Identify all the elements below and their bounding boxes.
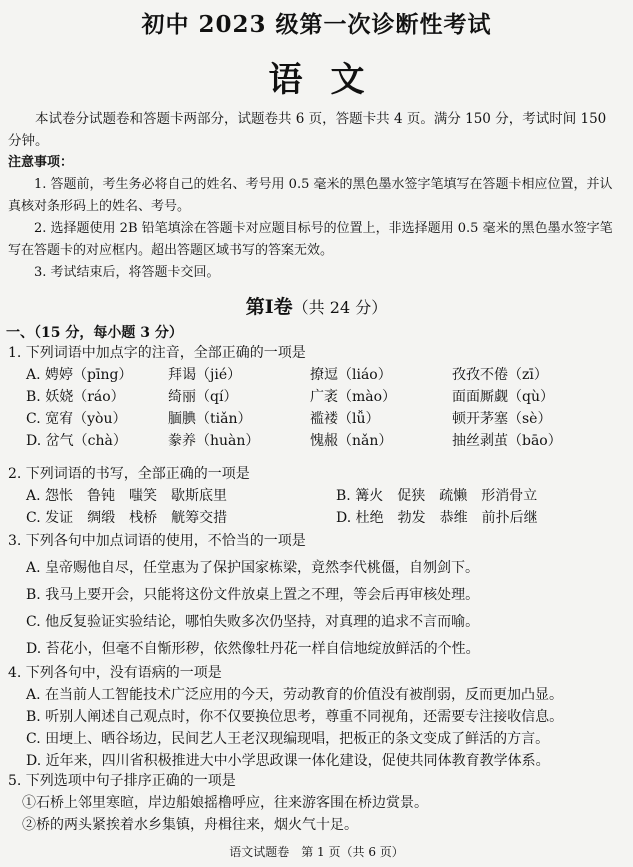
option-cell: A. 怨怅 鲁钝 嗤笑 歇斯底里 xyxy=(26,488,228,504)
option-d: D. 苔花小，但毫不自惭形秽，依然像牡丹花一样自信地绽放鲜活的个性。 xyxy=(26,641,480,657)
option-b: B. 听别人阐述自己观点时，你不仅要换位思考，尊重不同视角，还需要专注接收信息。 xyxy=(26,709,564,725)
option-cell: 孜孜不倦（zī） xyxy=(452,367,548,383)
sequence-item-2: ②桥的两头紧挨着水乡集镇，舟楫往来，烟火气十足。 xyxy=(22,817,358,833)
question-stem: 3. 下列各句中加点词语的使用，不恰当的一项是 xyxy=(8,533,306,549)
option-cell: 面面厮觑（qù） xyxy=(452,389,554,405)
sequence-item-1: ①石桥上邻里寒暄，岸边船娘摇橹呼应，往来游客围在桥边赏景。 xyxy=(22,795,428,811)
option-cell: 愧赧（nǎn） xyxy=(310,433,393,449)
option-cell: 褴褛（lǚ） xyxy=(310,411,380,427)
question-1 xyxy=(8,342,602,452)
intro-paragraph: 本试卷分试题卷和答题卡两部分，试题卷共 6 页，答题卡共 4 页。满分 150 分，考试时间 150 分钟。 xyxy=(8,111,607,149)
exam-title: 初中 2023 级第一次诊断性考试 xyxy=(141,11,492,38)
question-stem: 2. 下列词语的书写，全部正确的一项是 xyxy=(8,466,250,482)
option-row-a xyxy=(26,364,602,386)
page-footer: 语文试题卷 第 1 页（共 6 页） xyxy=(229,845,404,859)
part-heading xyxy=(0,292,633,319)
question-5 xyxy=(8,770,428,836)
option-cell: 广袤（mào） xyxy=(310,389,397,405)
option-cell: A. 娉婷（pīng） xyxy=(26,367,133,383)
notes-block xyxy=(8,152,623,284)
option-row-d xyxy=(26,430,602,452)
option-c: C. 他反复验证实验结论，哪怕失败多次仍坚持，对真理的追求不言而喻。 xyxy=(26,614,480,630)
option-cell: C. 发证 绸缎 栈桥 觥筹交措 xyxy=(26,510,228,526)
option-cell: 撩逗（liáo） xyxy=(310,367,392,383)
option-cell: 豢养（huàn） xyxy=(168,433,260,449)
option-a: A. 在当前人工智能技术广泛应用的今天，劳动教育的价值没有被削弱，反而更加凸显。 xyxy=(26,687,564,703)
question-stem: 4. 下列各句中，没有语病的一项是 xyxy=(8,665,222,681)
note-item-3: 3. 考试结束后，将答题卡交回。 xyxy=(34,265,220,280)
option-cell: 拜谒（jié） xyxy=(168,367,242,383)
option-cell: 抽丝剥茧（bāo） xyxy=(452,433,562,449)
option-d: D. 近年来，四川省积极推进大中小学思政课一体化建设，促使共同体教育教学体系。 xyxy=(26,753,550,769)
option-a: A. 皇帝赐他自尽，任堂惠为了保护国家栋梁，竟然李代桃僵，自刎剑下。 xyxy=(26,560,480,576)
option-cell: B. 妖娆（ráo） xyxy=(26,389,125,405)
question-stem: 5. 下列选项中句子排序正确的一项是 xyxy=(8,773,236,789)
option-cell: 腼腆（tiǎn） xyxy=(168,411,252,427)
option-c: C. 田埂上、晒谷场边，民间艺人王老汉现编现唱，把板正的条文变成了鲜活的方言。 xyxy=(26,731,550,747)
subject-title: 语文 xyxy=(268,60,393,100)
note-item-1: 1. 答题前，考生务必将自己的姓名、考号用 0.5 毫米的黑色墨水签字笔填写在答题卡相应位置，并认真核对条形码上的姓名、考号。 xyxy=(8,177,613,214)
part-title: 第Ⅰ卷 xyxy=(245,296,293,318)
option-cell: D. 岔气（chà） xyxy=(26,433,127,449)
option-cell: B. 篝火 促狭 疏懒 形消骨立 xyxy=(336,488,538,504)
option-cell: 绮丽（qí） xyxy=(168,389,238,405)
question-4 xyxy=(8,662,563,772)
option-row-c xyxy=(26,408,602,430)
option-row-ab xyxy=(26,485,606,507)
option-b: B. 我马上要开会，只能将这份文件放桌上置之不理，等会后再审核处理。 xyxy=(26,587,480,603)
note-item-2: 2. 选择题使用 2B 铅笔填涂在答题卡对应题目标号的位置上，非选择题用 0.5 毫米的黑色墨水签字笔写在答题卡的对应框内。超出答题区域书写的答案无效。 xyxy=(8,221,613,258)
question-3 xyxy=(8,528,480,663)
section-heading: 一、（15 分，每小题 3 分） xyxy=(6,325,183,341)
option-cell: C. 宽宥（yòu） xyxy=(26,411,127,427)
option-row-b xyxy=(26,386,602,408)
option-cell: 顿开茅塞（sè） xyxy=(452,411,552,427)
part-note: （共 24 分） xyxy=(292,298,388,317)
option-row-cd xyxy=(26,507,606,529)
question-2 xyxy=(8,463,606,529)
notes-heading: 注意事项： xyxy=(8,155,74,170)
intro-text xyxy=(8,108,623,152)
question-stem: 1. 下列词语中加点字的注音，全部正确的一项是 xyxy=(8,345,306,361)
option-cell: D. 杜绝 勃发 恭维 前扑后继 xyxy=(336,510,538,526)
